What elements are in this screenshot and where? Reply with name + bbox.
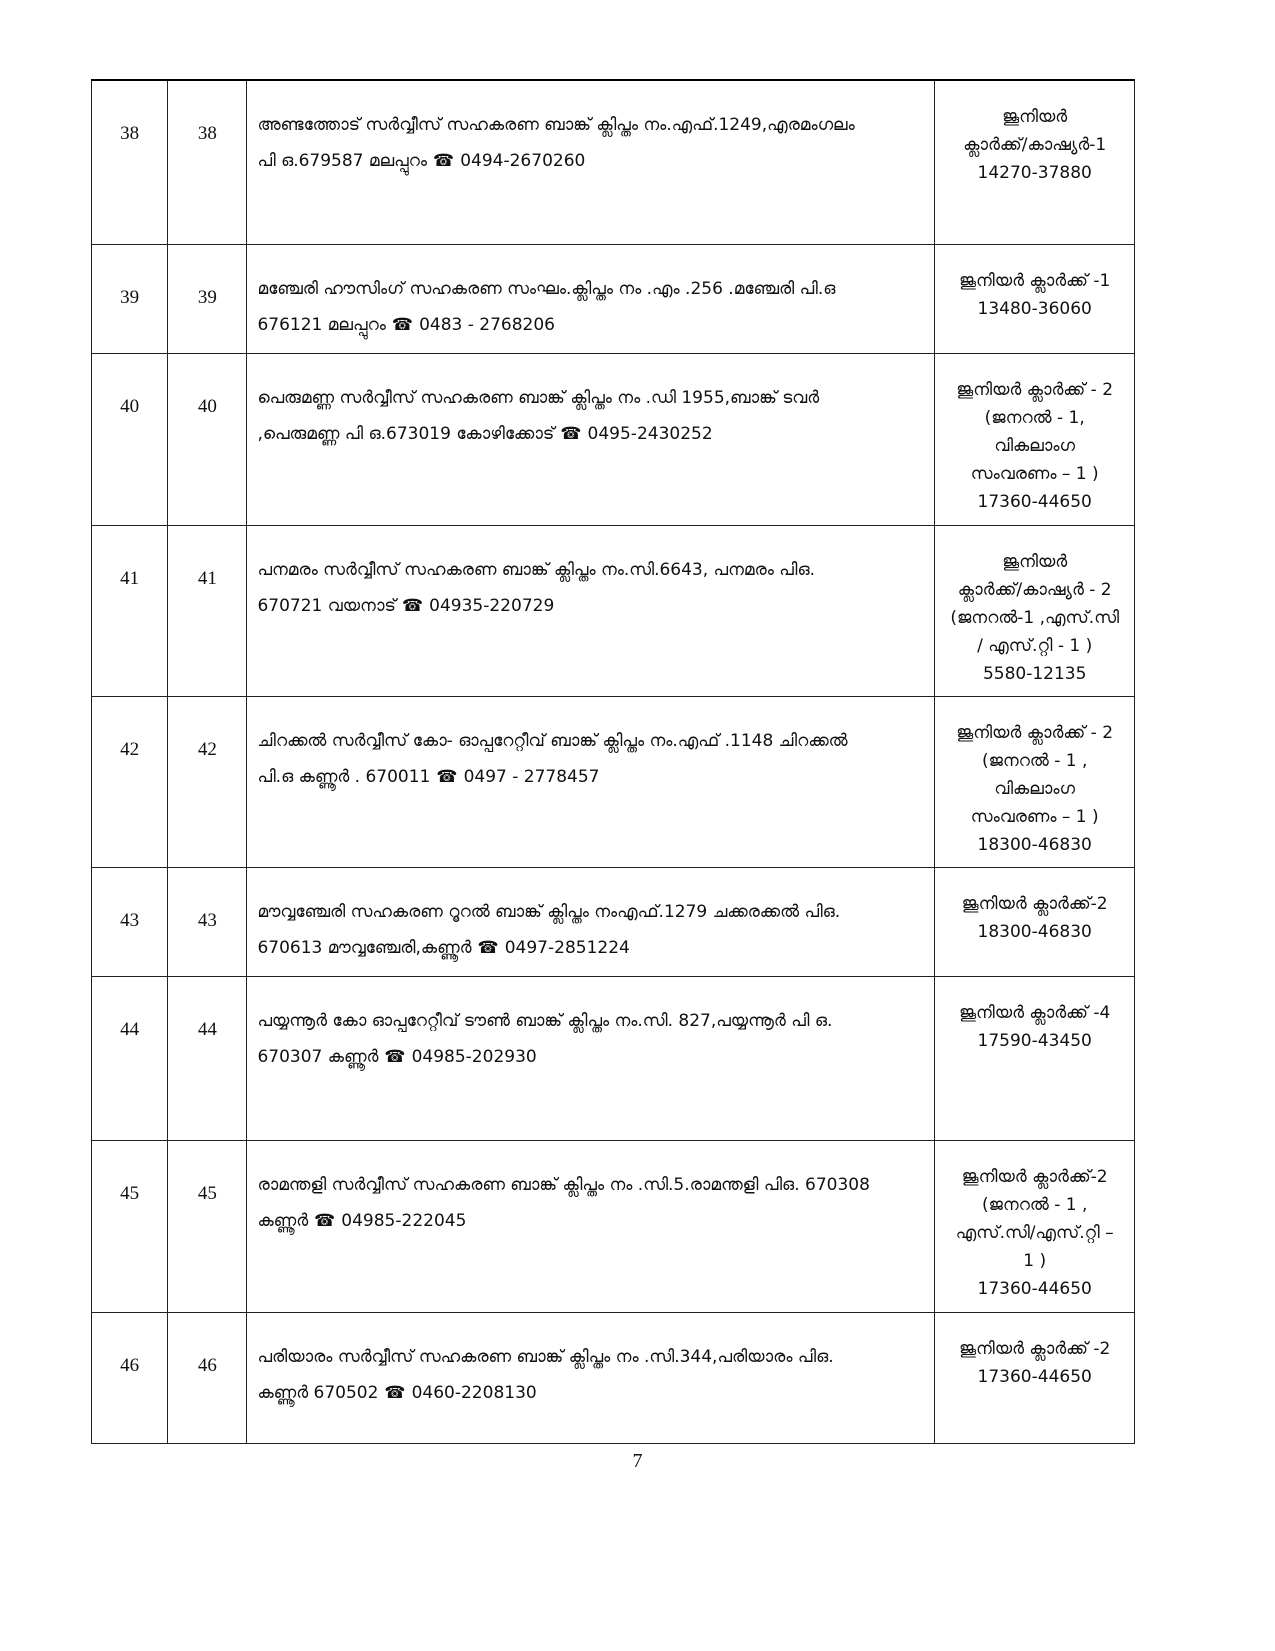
table-row bbox=[92, 353, 1135, 525]
post-and-scale bbox=[935, 976, 1135, 1140]
serial-number: 42 bbox=[92, 696, 168, 867]
address-text: 670721 വയനാട് bbox=[257, 595, 396, 616]
phone-number: 0460-2208130 bbox=[411, 1382, 537, 1403]
post-line: 14270-37880 bbox=[977, 163, 1092, 183]
post-line: ജൂനിയർ ക്ലാർക്ക് - 2 bbox=[956, 379, 1114, 400]
society-name-line: മഞ്ചേരി ഹൗസിംഗ് സഹകരണ സംഘം.ക്ലിപ്തം നം .എം .256 .മഞ്ചേരി പി.ഒ bbox=[257, 278, 836, 299]
post-line: 17360-44650 bbox=[977, 1366, 1092, 1387]
post-line: 17590-43450 bbox=[977, 1030, 1092, 1051]
society-number: 38 bbox=[168, 80, 247, 244]
society-name-line: പനമരം സർവ്വീസ് സഹകരണ ബാങ്ക് ക്ലിപ്തം നം.സി.6643, പനമരം പിഒ. bbox=[257, 559, 816, 580]
post-and-scale bbox=[935, 353, 1135, 525]
society-name-line: അണ്ടത്തോട് സർവ്വീസ് സഹകരണ ബാങ്ക് ക്ലിപ്തം നം.എഫ്.1249,എരമംഗലം bbox=[257, 115, 855, 135]
phone-number: 04985-202930 bbox=[411, 1046, 537, 1067]
bank-vacancy-table bbox=[91, 79, 1135, 1444]
society-address-line bbox=[257, 416, 924, 452]
society-number: 41 bbox=[168, 525, 247, 696]
table-row bbox=[92, 867, 1135, 976]
address-text: പി ഒ.679587 മലപ്പുറം bbox=[257, 151, 428, 171]
phone-number: 04935-220729 bbox=[429, 595, 555, 616]
phone-number: 0497 - 2778457 bbox=[463, 766, 600, 787]
society-number: 42 bbox=[168, 696, 247, 867]
society-details bbox=[247, 80, 935, 244]
phone-icon: ☎ bbox=[477, 937, 499, 958]
table-row bbox=[92, 80, 1135, 244]
post-line: ജൂനിയർ ക്ലാർക്ക് -2 bbox=[959, 1338, 1111, 1359]
serial-number: 43 bbox=[92, 867, 168, 976]
address-text: കണ്ണൂർ bbox=[257, 1210, 309, 1231]
phone-icon: ☎ bbox=[436, 766, 458, 787]
society-address-line bbox=[257, 1375, 924, 1411]
society-details bbox=[247, 244, 935, 353]
post-line: ജൂനിയർ bbox=[1002, 107, 1068, 127]
society-address-line bbox=[257, 930, 924, 966]
post-line: 5580-12135 bbox=[982, 663, 1087, 684]
post-line: ജൂനിയർ bbox=[1002, 551, 1068, 572]
phone-number: 04985-222045 bbox=[341, 1210, 467, 1231]
post-line: സംവരണം – 1 ) bbox=[970, 463, 1099, 484]
society-number: 46 bbox=[168, 1312, 247, 1443]
post-line: 18300-46830 bbox=[977, 921, 1092, 942]
address-text: കണ്ണൂർ 670502 bbox=[257, 1382, 379, 1403]
page-number: 7 bbox=[632, 1450, 643, 1472]
table-row bbox=[92, 976, 1135, 1140]
post-and-scale bbox=[935, 525, 1135, 696]
society-details bbox=[247, 1140, 935, 1312]
phone-icon: ☎ bbox=[314, 1210, 336, 1231]
address-text: 670613 മൗവ്വഞ്ചേരി,കണ്ണൂർ bbox=[257, 937, 472, 958]
post-line: ക്ലാർക്ക്/കാഷ്യർ-1 bbox=[963, 135, 1107, 155]
phone-number: 0497-2851224 bbox=[504, 937, 630, 958]
address-text: പി.ഒ കണ്ണൂർ . 670011 bbox=[257, 766, 431, 787]
society-details bbox=[247, 696, 935, 867]
post-line: ജൂനിയർ ക്ലാർക്ക്-2 bbox=[961, 893, 1108, 914]
post-line: എസ്.സി/എസ്.റ്റി – bbox=[955, 1222, 1114, 1243]
post-line: (ജനറൽ-1 ,എസ്.സി bbox=[950, 607, 1120, 628]
serial-number: 40 bbox=[92, 353, 168, 525]
phone-icon: ☎ bbox=[560, 423, 582, 444]
society-number: 44 bbox=[168, 976, 247, 1140]
phone-number: 0494-2670260 bbox=[460, 151, 586, 171]
post-and-scale bbox=[935, 244, 1135, 353]
post-and-scale bbox=[935, 696, 1135, 867]
post-line: 13480-36060 bbox=[977, 298, 1092, 319]
society-name-line: പയ്യന്നൂർ കോ ഓപ്പറേറ്റീവ് ടൗൺ ബാങ്ക് ക്ലിപ്തം നം.സി. 827,പയ്യന്നൂർ പി ഒ. bbox=[257, 1010, 833, 1031]
phone-icon: ☎ bbox=[433, 151, 455, 171]
post-line: (ജനറൽ - 1 , bbox=[981, 1194, 1088, 1215]
address-text: ,പെരുമണ്ണ പി ഒ.673019 കോഴിക്കോട് bbox=[257, 423, 555, 444]
table-row bbox=[92, 525, 1135, 696]
table-row bbox=[92, 1312, 1135, 1443]
post-line: (ജനറൽ - 1, bbox=[984, 407, 1085, 428]
post-and-scale bbox=[935, 1140, 1135, 1312]
society-number: 40 bbox=[168, 353, 247, 525]
post-line: ജൂനിയർ ക്ലാർക്ക്-2 bbox=[961, 1166, 1108, 1187]
society-details bbox=[247, 976, 935, 1140]
post-and-scale bbox=[935, 80, 1135, 244]
serial-number: 38 bbox=[92, 80, 168, 244]
serial-number: 45 bbox=[92, 1140, 168, 1312]
serial-number: 39 bbox=[92, 244, 168, 353]
society-address-line bbox=[257, 759, 924, 795]
society-name-line: പെരുമണ്ണ സർവ്വീസ് സഹകരണ ബാങ്ക് ക്ലിപ്തം നം .ഡി 1955,ബാങ്ക് ടവർ bbox=[257, 387, 820, 408]
society-name-line: പരിയാരം സർവ്വീസ് സഹകരണ ബാങ്ക് ക്ലിപ്തം നം .സി.344,പരിയാരം പിഒ. bbox=[257, 1346, 834, 1367]
phone-icon: ☎ bbox=[401, 595, 424, 616]
table-row bbox=[92, 696, 1135, 867]
post-line: / എസ്.റ്റി - 1 ) bbox=[977, 635, 1093, 656]
post-line: (ജനറൽ - 1 , bbox=[981, 750, 1088, 771]
post-line: 18300-46830 bbox=[977, 834, 1092, 855]
society-details bbox=[247, 525, 935, 696]
post-line: വികലാംഗ bbox=[994, 778, 1075, 799]
post-line: ജൂനിയർ ക്ലാർക്ക് - 2 bbox=[956, 722, 1114, 743]
phone-icon: ☎ bbox=[391, 314, 414, 335]
society-address-line bbox=[257, 1203, 924, 1239]
post-and-scale bbox=[935, 867, 1135, 976]
society-name-line: രാമന്തളി സർവ്വീസ് സഹകരണ ബാങ്ക് ക്ലിപ്തം നം .സി.5.രാമന്തളി പിഒ. 670308 bbox=[257, 1174, 870, 1195]
post-line: സംവരണം – 1 ) bbox=[970, 806, 1099, 827]
society-number: 45 bbox=[168, 1140, 247, 1312]
society-number: 39 bbox=[168, 244, 247, 353]
post-line: ക്ലാർക്ക്/കാഷ്യർ - 2 bbox=[957, 579, 1112, 600]
post-line: 1 ) bbox=[1023, 1250, 1047, 1271]
post-line: 17360-44650 bbox=[977, 491, 1092, 512]
post-line: ജൂനിയർ ക്ലാർക്ക് -4 bbox=[959, 1002, 1111, 1023]
serial-number: 46 bbox=[92, 1312, 168, 1443]
society-address-line bbox=[257, 1039, 924, 1075]
serial-number: 44 bbox=[92, 976, 168, 1140]
society-number: 43 bbox=[168, 867, 247, 976]
society-details bbox=[247, 1312, 935, 1443]
serial-number: 41 bbox=[92, 525, 168, 696]
phone-icon: ☎ bbox=[384, 1382, 406, 1403]
table-row bbox=[92, 1140, 1135, 1312]
table-row bbox=[92, 244, 1135, 353]
society-address-line bbox=[257, 307, 924, 343]
post-line: ജൂനിയർ ക്ലാർക്ക് -1 bbox=[959, 270, 1111, 291]
phone-number: 0483 - 2768206 bbox=[419, 314, 555, 335]
society-details bbox=[247, 353, 935, 525]
post-line: വികലാംഗ bbox=[994, 435, 1075, 456]
post-line: 17360-44650 bbox=[977, 1278, 1092, 1299]
post-and-scale bbox=[935, 1312, 1135, 1443]
society-name-line: ചിറക്കൽ സർവ്വീസ് കോ- ഓപ്പറേറ്റീവ് ബാങ്ക് ക്ലിപ്തം നം.എഫ് .1148 ചിറക്കൽ bbox=[257, 730, 848, 751]
society-name-line: മൗവ്വഞ്ചേരി സഹകരണ റൂറൽ ബാങ്ക് ക്ലിപ്തം നംഎഫ്.1279 ചക്കരക്കൽ പിഒ. bbox=[257, 901, 841, 922]
society-address-line bbox=[257, 588, 924, 624]
phone-number: 0495-2430252 bbox=[587, 423, 713, 444]
address-text: 670307 കണ്ണൂർ bbox=[257, 1046, 379, 1067]
society-address-line bbox=[257, 143, 924, 179]
phone-icon: ☎ bbox=[384, 1046, 406, 1067]
society-details bbox=[247, 867, 935, 976]
address-text: 676121 മലപ്പുറം bbox=[257, 314, 386, 335]
